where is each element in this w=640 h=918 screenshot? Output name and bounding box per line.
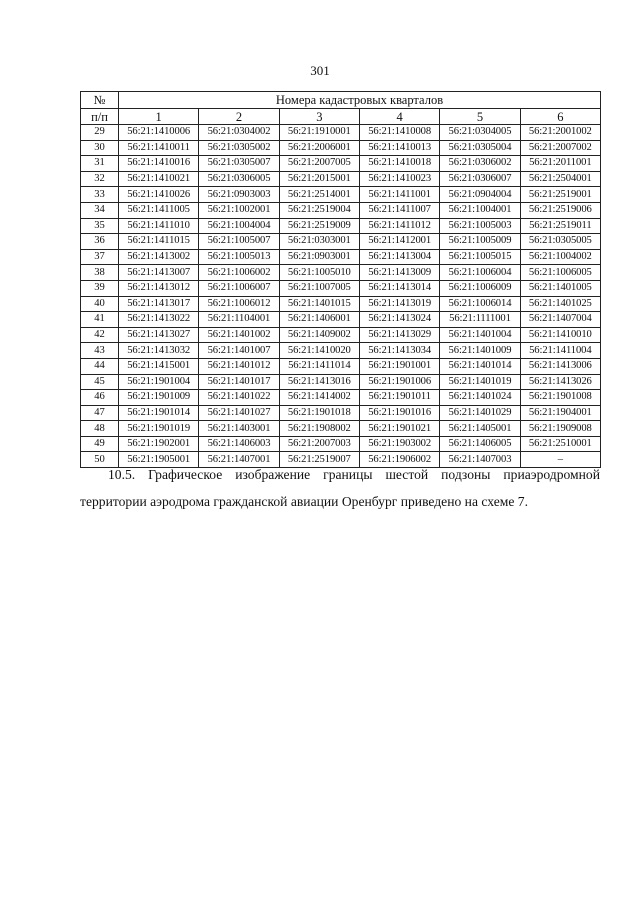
cadastral-number-cell: 56:21:1410011	[119, 140, 199, 156]
row-number-cell: 50	[81, 452, 119, 468]
cadastral-number-cell: 56:21:1411010	[119, 218, 199, 234]
cadastral-number-cell: 56:21:1413016	[279, 374, 359, 390]
cadastral-number-cell: 56:21:1406001	[279, 312, 359, 328]
row-number-cell: 46	[81, 390, 119, 406]
row-number-cell: 39	[81, 280, 119, 296]
table-row	[81, 187, 601, 203]
cadastral-number-cell: 56:21:1413007	[119, 265, 199, 281]
cadastral-number-cell: 56:21:1411001	[359, 187, 439, 203]
cadastral-number-cell: 56:21:2519011	[520, 218, 600, 234]
cadastral-number-cell: 56:21:1413029	[359, 327, 439, 343]
cadastral-number-cell: 56:21:1401002	[199, 327, 279, 343]
cadastral-number-cell: 56:21:1401005	[520, 280, 600, 296]
cadastral-number-cell: 56:21:1401024	[440, 390, 520, 406]
cadastral-number-cell: 56:21:2015001	[279, 171, 359, 187]
table-row	[81, 280, 601, 296]
table-row	[81, 312, 601, 328]
row-number-cell: 47	[81, 405, 119, 421]
row-number-cell: 36	[81, 234, 119, 250]
column-header: 3	[279, 109, 359, 125]
cadastral-number-cell: 56:21:1901014	[119, 405, 199, 421]
table-row	[81, 218, 601, 234]
row-number-cell: 37	[81, 249, 119, 265]
cadastral-number-cell: 56:21:1413032	[119, 343, 199, 359]
table-row	[81, 125, 601, 141]
cadastral-number-cell: 56:21:0306007	[440, 171, 520, 187]
cadastral-number-cell: 56:21:1401007	[199, 343, 279, 359]
cadastral-number-cell: 56:21:1413006	[520, 358, 600, 374]
row-number-cell: 43	[81, 343, 119, 359]
cadastral-number-cell: 56:21:0305005	[520, 234, 600, 250]
row-number-cell: 42	[81, 327, 119, 343]
cadastral-number-cell: 56:21:1413009	[359, 265, 439, 281]
cadastral-number-cell: 56:21:0904004	[440, 187, 520, 203]
table-row	[81, 405, 601, 421]
cadastral-number-cell: 56:21:1908002	[279, 421, 359, 437]
cadastral-number-cell: 56:21:1414002	[279, 390, 359, 406]
cadastral-number-cell: 56:21:1405001	[440, 421, 520, 437]
cadastral-number-cell: 56:21:1410020	[279, 343, 359, 359]
cadastral-number-cell: 56:21:1406005	[440, 436, 520, 452]
cadastral-number-cell: 56:21:0306005	[199, 171, 279, 187]
table-body	[81, 125, 601, 468]
table-row	[81, 171, 601, 187]
cadastral-number-cell: 56:21:1005013	[199, 249, 279, 265]
cadastral-number-cell: 56:21:0304005	[440, 125, 520, 141]
table-row	[81, 265, 601, 281]
cadastral-number-cell: 56:21:1410016	[119, 156, 199, 172]
cadastral-number-cell: 56:21:1006004	[440, 265, 520, 281]
cadastral-number-cell: 56:21:1006007	[199, 280, 279, 296]
cadastral-quarters-table	[80, 91, 601, 468]
cadastral-number-cell: 56:21:1412001	[359, 234, 439, 250]
cadastral-number-cell: 56:21:1901008	[520, 390, 600, 406]
cadastral-number-cell: 56:21:1413034	[359, 343, 439, 359]
row-number-cell: 30	[81, 140, 119, 156]
row-number-cell: 34	[81, 202, 119, 218]
column-header: 6	[520, 109, 600, 125]
cadastral-number-cell: 56:21:1006005	[520, 265, 600, 281]
cadastral-number-cell: 56:21:1104001	[199, 312, 279, 328]
cadastral-number-cell: 56:21:1902001	[119, 436, 199, 452]
cadastral-number-cell: 56:21:1901018	[279, 405, 359, 421]
cadastral-number-cell: 56:21:1111001	[440, 312, 520, 328]
cadastral-number-cell: 56:21:1901009	[119, 390, 199, 406]
cadastral-number-cell: 56:21:1904001	[520, 405, 600, 421]
cadastral-number-cell: 56:21:1004002	[520, 249, 600, 265]
page-number: 301	[310, 63, 330, 78]
cadastral-number-cell: 56:21:2519004	[279, 202, 359, 218]
cadastral-number-cell: 56:21:2519006	[520, 202, 600, 218]
cadastral-number-cell: 56:21:1005003	[440, 218, 520, 234]
cadastral-number-cell: 56:21:1007005	[279, 280, 359, 296]
column-header: 1	[119, 109, 199, 125]
cadastral-number-cell: 56:21:0304002	[199, 125, 279, 141]
row-number-cell: 45	[81, 374, 119, 390]
table-row	[81, 436, 601, 452]
column-header: 2	[199, 109, 279, 125]
cadastral-number-cell: 56:21:1401025	[520, 296, 600, 312]
cadastral-number-cell: 56:21:1411014	[279, 358, 359, 374]
cadastral-number-cell: 56:21:1901021	[359, 421, 439, 437]
cadastral-number-cell: 56:21:1409002	[279, 327, 359, 343]
cadastral-number-cell: 56:21:1401004	[440, 327, 520, 343]
cadastral-number-cell: 56:21:0303001	[279, 234, 359, 250]
cadastral-number-cell: 56:21:1401012	[199, 358, 279, 374]
cadastral-number-cell: 56:21:1901004	[119, 374, 199, 390]
table-row	[81, 202, 601, 218]
cadastral-number-cell: 56:21:1005007	[199, 234, 279, 250]
cadastral-number-cell: 56:21:1401015	[279, 296, 359, 312]
cadastral-number-cell: 56:21:1909008	[520, 421, 600, 437]
header-num-top: №	[81, 92, 119, 109]
cadastral-number-cell: 56:21:1407003	[440, 452, 520, 468]
cadastral-number-cell: 56:21:2510001	[520, 436, 600, 452]
cadastral-number-cell: 56:21:2519007	[279, 452, 359, 468]
cadastral-number-cell: 56:21:1407004	[520, 312, 600, 328]
column-header: 4	[359, 109, 439, 125]
table-row	[81, 327, 601, 343]
cadastral-number-cell: 56:21:1002001	[199, 202, 279, 218]
cadastral-number-cell: 56:21:1403001	[199, 421, 279, 437]
row-number-cell: 31	[81, 156, 119, 172]
table-row	[81, 358, 601, 374]
cadastral-number-cell: 56:21:1901011	[359, 390, 439, 406]
cadastral-number-cell: 56:21:1910001	[279, 125, 359, 141]
row-number-cell: 40	[81, 296, 119, 312]
cadastral-number-cell: 56:21:1006002	[199, 265, 279, 281]
cadastral-number-cell: 56:21:1901016	[359, 405, 439, 421]
cadastral-number-cell: 56:21:2007003	[279, 436, 359, 452]
row-number-cell: 32	[81, 171, 119, 187]
cadastral-number-cell: 56:21:2001002	[520, 125, 600, 141]
cadastral-number-cell: 56:21:1903002	[359, 436, 439, 452]
cadastral-number-cell: 56:21:1410013	[359, 140, 439, 156]
header-num-bottom: п/п	[81, 109, 119, 125]
cadastral-number-cell: 56:21:1006014	[440, 296, 520, 312]
cadastral-number-cell: 56:21:1401022	[199, 390, 279, 406]
table-row	[81, 140, 601, 156]
cadastral-number-cell: 56:21:1410006	[119, 125, 199, 141]
table-row	[81, 343, 601, 359]
cadastral-number-cell: 56:21:1413012	[119, 280, 199, 296]
row-number-cell: 44	[81, 358, 119, 374]
cadastral-number-cell: 56:21:1401027	[199, 405, 279, 421]
cadastral-number-cell: 56:21:0305002	[199, 140, 279, 156]
cadastral-number-cell: 56:21:1410010	[520, 327, 600, 343]
cadastral-number-cell: 56:21:1006009	[440, 280, 520, 296]
cadastral-number-cell: 56:21:0903001	[279, 249, 359, 265]
cadastral-number-cell: 56:21:1413024	[359, 312, 439, 328]
cadastral-number-cell: 56:21:1004004	[199, 218, 279, 234]
cadastral-number-cell: 56:21:1413026	[520, 374, 600, 390]
cadastral-number-cell: 56:21:1411005	[119, 202, 199, 218]
row-number-cell: 41	[81, 312, 119, 328]
cadastral-number-cell: 56:21:2011001	[520, 156, 600, 172]
cadastral-number-cell: 56:21:2504001	[520, 171, 600, 187]
cadastral-number-cell: 56:21:2519009	[279, 218, 359, 234]
cadastral-number-cell: 56:21:1005015	[440, 249, 520, 265]
cadastral-number-cell: 56:21:1413002	[119, 249, 199, 265]
cadastral-number-cell: 56:21:1901001	[359, 358, 439, 374]
cadastral-number-cell: 56:21:2007002	[520, 140, 600, 156]
cadastral-number-cell: 56:21:1411012	[359, 218, 439, 234]
row-number-cell: 35	[81, 218, 119, 234]
row-number-cell: 33	[81, 187, 119, 203]
cadastral-number-cell: 56:21:1005010	[279, 265, 359, 281]
cadastral-number-cell: 56:21:0305007	[199, 156, 279, 172]
row-number-cell: 38	[81, 265, 119, 281]
cadastral-number-cell: 56:21:2006001	[279, 140, 359, 156]
cadastral-number-cell: 56:21:1413019	[359, 296, 439, 312]
cadastral-number-cell: 56:21:1410021	[119, 171, 199, 187]
column-header: 5	[440, 109, 520, 125]
cadastral-number-cell: 56:21:1413022	[119, 312, 199, 328]
cadastral-number-cell: 56:21:1005009	[440, 234, 520, 250]
cadastral-number-cell: 56:21:1901019	[119, 421, 199, 437]
cadastral-number-cell: 56:21:1410026	[119, 187, 199, 203]
cadastral-number-cell: 56:21:1413017	[119, 296, 199, 312]
cadastral-number-cell: 56:21:2519001	[520, 187, 600, 203]
table-row	[81, 234, 601, 250]
header-group: Номера кадастровых кварталов	[119, 92, 601, 109]
cadastral-number-cell: 56:21:2007005	[279, 156, 359, 172]
cadastral-number-cell: 56:21:1401009	[440, 343, 520, 359]
cadastral-number-cell: 56:21:0306002	[440, 156, 520, 172]
cadastral-number-cell: 56:21:1410008	[359, 125, 439, 141]
row-number-cell: 49	[81, 436, 119, 452]
row-number-cell: 48	[81, 421, 119, 437]
cadastral-number-cell: 56:21:1411004	[520, 343, 600, 359]
cadastral-number-cell: 56:21:1905001	[119, 452, 199, 468]
cadastral-number-cell: 56:21:1407001	[199, 452, 279, 468]
cadastral-number-cell: 56:21:1413027	[119, 327, 199, 343]
cadastral-number-cell: 56:21:1410018	[359, 156, 439, 172]
table-row	[81, 156, 601, 172]
cadastral-number-cell: 56:21:1411015	[119, 234, 199, 250]
cadastral-number-cell: 56:21:1413004	[359, 249, 439, 265]
cadastral-number-cell: 56:21:1401014	[440, 358, 520, 374]
cadastral-number-cell: 56:21:1401017	[199, 374, 279, 390]
cadastral-number-cell: 56:21:1411007	[359, 202, 439, 218]
table-row	[81, 390, 601, 406]
table-row	[81, 421, 601, 437]
cadastral-number-cell: 56:21:1413014	[359, 280, 439, 296]
table-row	[81, 296, 601, 312]
cadastral-number-cell: 56:21:1406003	[199, 436, 279, 452]
table-row	[81, 249, 601, 265]
cadastral-number-cell: 56:21:1410023	[359, 171, 439, 187]
cadastral-number-cell: 56:21:1415001	[119, 358, 199, 374]
cadastral-number-cell: 56:21:1004001	[440, 202, 520, 218]
table-row	[81, 374, 601, 390]
cadastral-number-cell: 56:21:0903003	[199, 187, 279, 203]
row-number-cell: 29	[81, 125, 119, 141]
cadastral-number-cell: 56:21:1906002	[359, 452, 439, 468]
cadastral-number-cell: 56:21:1401029	[440, 405, 520, 421]
cadastral-number-cell: 56:21:0305004	[440, 140, 520, 156]
cadastral-number-cell: 56:21:1401019	[440, 374, 520, 390]
cadastral-number-cell: 56:21:1901006	[359, 374, 439, 390]
cadastral-number-cell: 56:21:2514001	[279, 187, 359, 203]
cadastral-number-cell: –	[520, 452, 600, 468]
cadastral-number-cell: 56:21:1006012	[199, 296, 279, 312]
body-paragraph: 10.5. Графическое изображение границы шестой подзоны приаэродромной территории аэродрома гражданской авиации Оренбург приведено на схеме 7.	[80, 467, 600, 509]
